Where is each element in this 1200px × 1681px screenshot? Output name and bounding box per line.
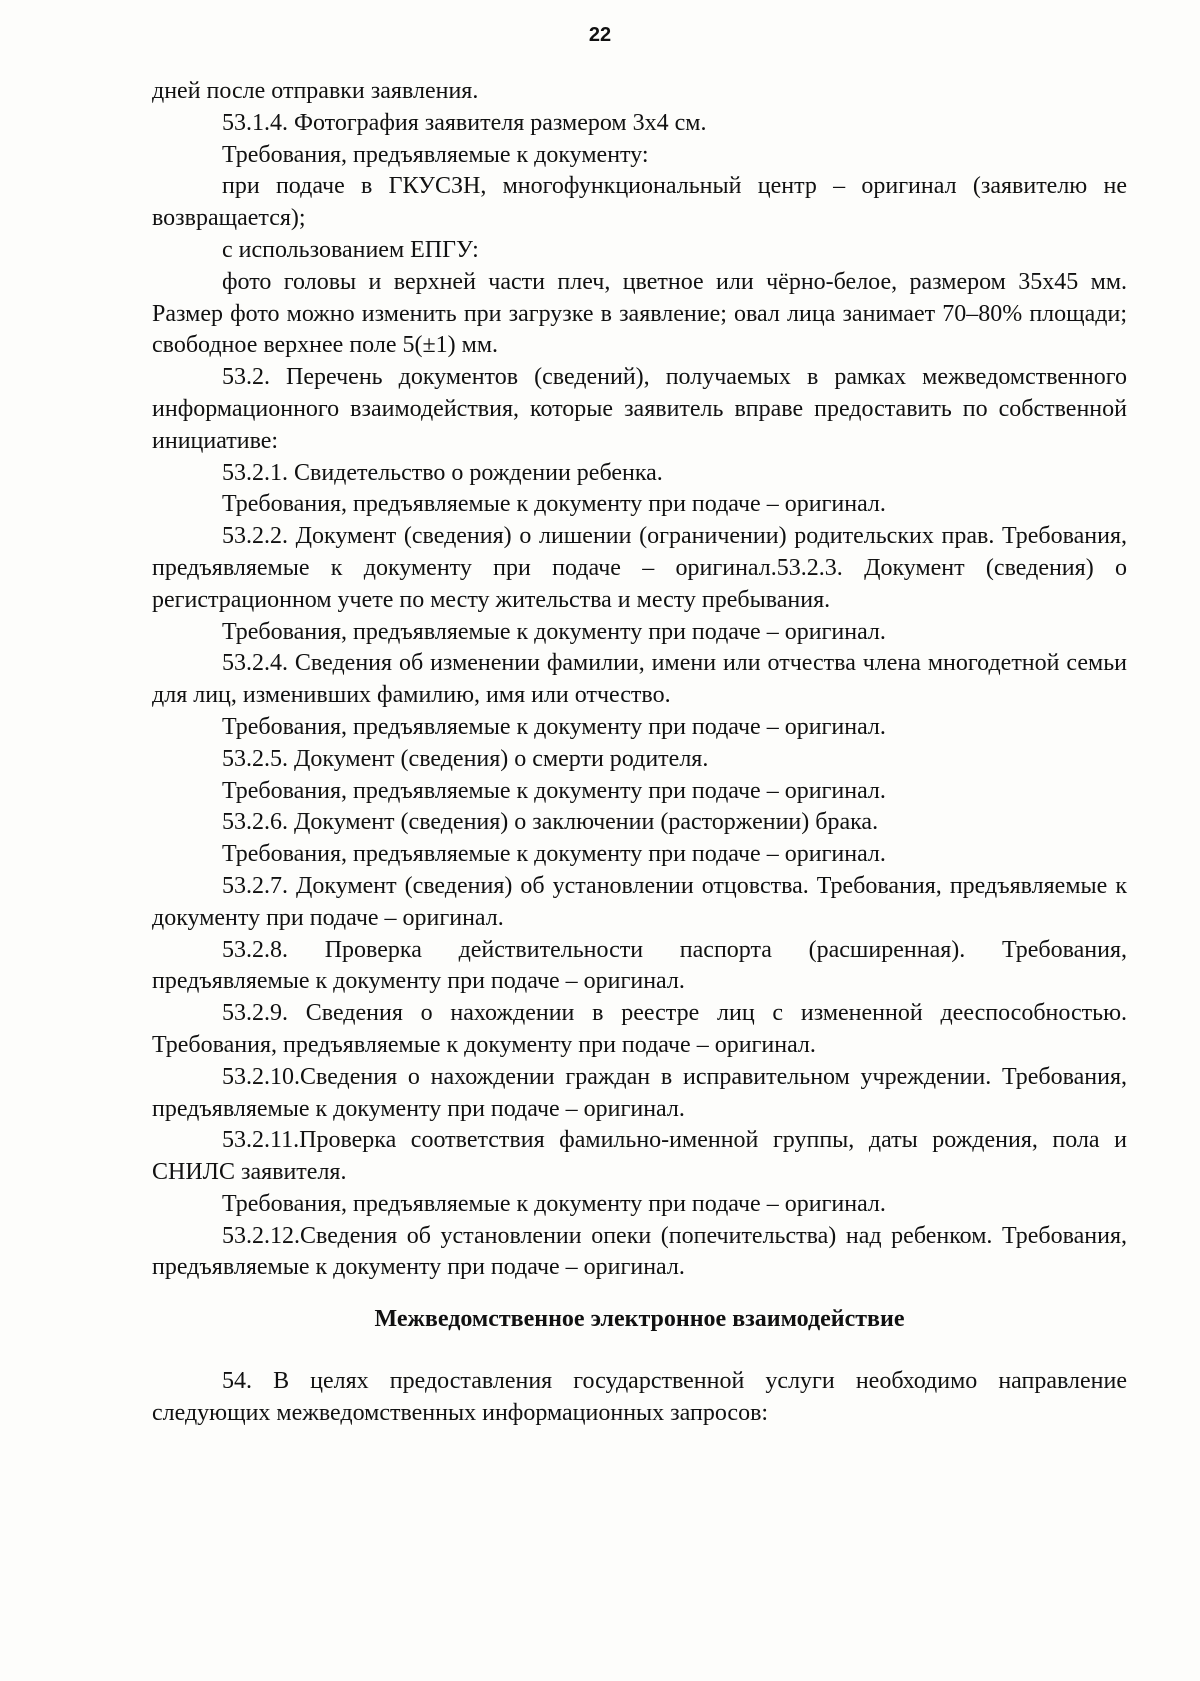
section-heading: Межведомственное электронное взаимодействие	[374, 1306, 905, 1333]
paragraph: фото головы и верхней части плеч, цветное или чёрно-белое, размером 35х45 мм. Размер фото можно изменить при загрузке в заявление; овал лица занимает 70–80% площади; свободное верхнее поле 5(±1) мм.	[152, 268, 1127, 359]
paragraph: 53.2.7. Документ (сведения) об установлении отцовства. Требования, предъявляемые к документу при подаче – оригинал.	[152, 872, 1127, 931]
paragraph: при подаче в ГКУСЗН, многофункциональный центр – оригинал (заявителю не возвращается);	[152, 173, 1127, 232]
paragraph: 53.2.6. Документ (сведения) о заключении (расторжении) брака.	[222, 809, 879, 836]
paragraph: 53.2.5. Документ (сведения) о смерти родителя.	[222, 745, 709, 772]
paragraph: 53.2.4. Сведения об изменении фамилии, имени или отчества члена многодетной семьи для лиц, изменивших фамилию, имя или отчество.	[152, 650, 1127, 709]
paragraph: 53.2.9. Сведения о нахождении в реестре лиц с измененной дееспособностью. Требования, предъявляемые к документу при подаче – оригинал.	[152, 1000, 1127, 1058]
document-body	[152, 76, 1127, 1430]
paragraph: Требования, предъявляемые к документу при подаче – оригинал.	[222, 713, 886, 740]
paragraph: дней после отправки заявления.	[152, 78, 479, 104]
paragraph: Требования, предъявляемые к документу:	[222, 141, 649, 168]
closing-paragraph: 54. В целях предоставления государственной услуги необходимо направление следующих межведомственных информационных запросов:	[152, 1368, 1127, 1426]
paragraph: Требования, предъявляемые к документу при подаче – оригинал.	[222, 491, 886, 518]
paragraph: 53.2.11.Проверка соответствия фамильно-именной группы, даты рождения, пола и СНИЛС заявителя.	[152, 1127, 1127, 1186]
paragraph: 53.2. Перечень документов (сведений), получаемых в рамках межведомственного информационного взаимодействия, которые заявитель вправе предоставить по собственной инициативе:	[152, 364, 1127, 454]
page-number: 22	[588, 24, 612, 46]
paragraph: 53.2.1. Свидетельство о рождении ребенка.	[222, 459, 663, 486]
paragraph: Требования, предъявляемые к документу при подаче – оригинал.	[222, 1190, 886, 1217]
paragraph: с использованием ЕПГУ:	[222, 236, 479, 263]
paragraph: 53.1.4. Фотография заявителя размером 3х4 см.	[222, 109, 707, 136]
paragraph: 53.2.8. Проверка действительности паспорта (расширенная). Требования, предъявляемые к документу при подаче – оригинал.	[152, 936, 1127, 995]
paragraph: Требования, предъявляемые к документу при подаче – оригинал.	[222, 777, 886, 804]
paragraph: 53.2.10.Сведения о нахождении граждан в исправительном учреждении. Требования, предъявляемые к документу при подаче – оригинал.	[152, 1063, 1127, 1122]
paragraph: 53.2.2. Документ (сведения) о лишении (ограничении) родительских прав. Требования, предъявляемые к документу при подаче – оригинал.53.2.3. Документ (сведения) о регистрационном учете по месту жительства и месту пребывания.	[152, 523, 1127, 613]
paragraph: Требования, предъявляемые к документу при подаче – оригинал.	[222, 618, 886, 645]
paragraph: 53.2.12.Сведения об установлении опеки (попечительства) над ребенком. Требования, предъявляемые к документу при подаче – оригинал.	[152, 1222, 1127, 1281]
paragraph: Требования, предъявляемые к документу при подаче – оригинал.	[222, 841, 886, 868]
